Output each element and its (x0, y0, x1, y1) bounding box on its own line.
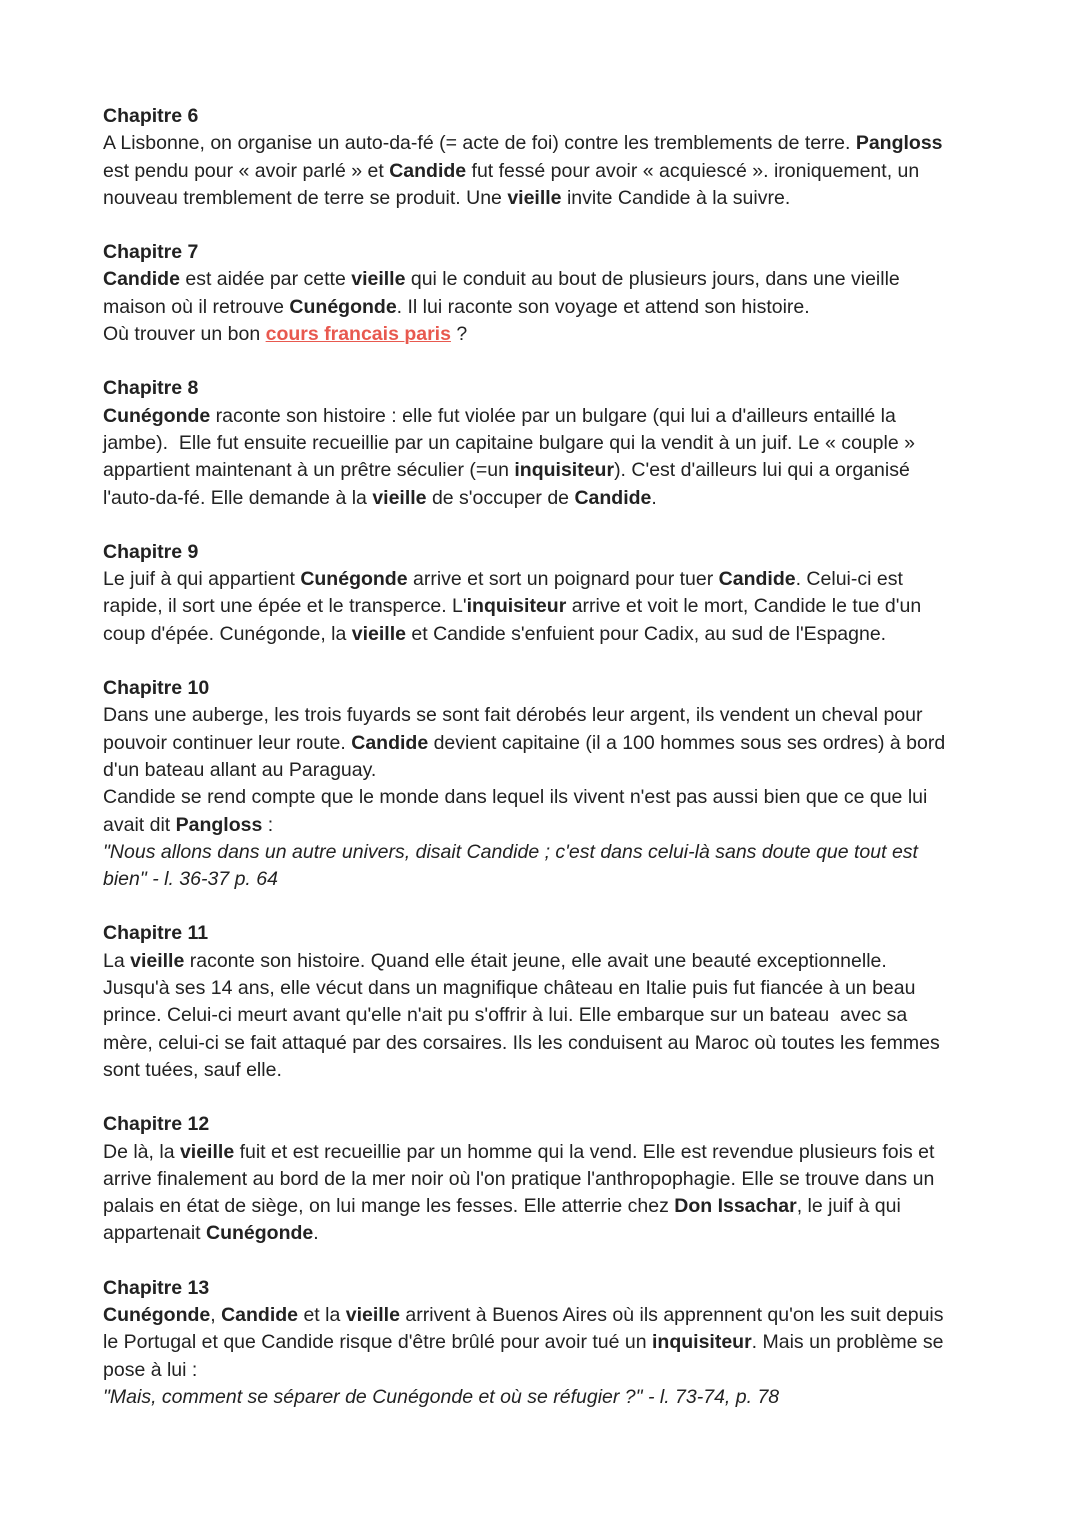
text-segment: l'auto-da-fé. Elle demande à la (103, 486, 373, 509)
bold-text: Candide (103, 268, 180, 291)
text-segment: La (103, 949, 131, 972)
text-segment: le Portugal et que Candide risque d'être brûlé pour avoir tué un (103, 1331, 652, 1354)
text-segment: Le juif à qui appartient (103, 568, 301, 591)
text-segment: pose à lui : (103, 1358, 198, 1381)
text-segment: raconte son histoire. Quand elle était jeune, elle avait une beauté exceptionnelle. (184, 949, 887, 972)
text-line (103, 784, 1003, 811)
text-segment: Où trouver un bon (103, 323, 266, 346)
bold-text: Cunégonde (206, 1222, 314, 1245)
chapter-title: Chapitre 11 (103, 922, 209, 945)
quote-text: "Mais, comment se séparer de Cunégonde et où se réfugier ?" - l. 73-74, p. 78 (103, 1385, 780, 1408)
text-line (103, 1057, 1003, 1084)
text-segment: invite Candide à la suivre. (561, 186, 791, 209)
document-page (103, 103, 1003, 1438)
text-segment: . Mais un problème se (751, 1331, 944, 1354)
text-segment: maison où il retrouve (103, 295, 290, 318)
text-line (103, 812, 1003, 839)
text-segment: coup d'épée. Cunégonde, la (103, 622, 352, 645)
text-segment: fuit et est recueillie par un homme qui la vend. Elle est revendue plusieurs fois et (234, 1140, 935, 1163)
text-line (103, 266, 1003, 293)
text-line (103, 948, 1003, 975)
bold-text: Cunégonde (289, 295, 397, 318)
bold-text: inquisiteur (652, 1331, 752, 1354)
bold-text: vieille (351, 268, 406, 291)
text-line (103, 702, 1003, 729)
text-line (103, 485, 1003, 512)
course-link[interactable]: cours francais paris (265, 323, 451, 346)
chapter-title: Chapitre 12 (103, 1113, 210, 1136)
chapter-section (103, 1111, 1003, 1247)
bold-text: Cunégonde (103, 1303, 211, 1326)
text-segment: qui le conduit au bout de plusieurs jours, dans une vieille (405, 268, 900, 291)
text-segment: palais en état de siège, on lui mange les fesses. Elle atterrie chez (103, 1195, 675, 1218)
text-segment: Candide se rend compte que le monde dans lequel ils vivent n'est pas aussi bien que ce que lui (103, 786, 928, 809)
text-segment: De là, la (103, 1140, 180, 1163)
chapter-section (103, 920, 1003, 1084)
text-segment: sont tuées, sauf elle. (103, 1058, 282, 1081)
text-segment: et la (298, 1303, 346, 1326)
bold-text: Pangloss (855, 132, 943, 155)
text-line (103, 1220, 1003, 1247)
text-segment: . (313, 1222, 319, 1245)
text-line (103, 1302, 1003, 1329)
text-segment: est pendu pour « avoir parlé » et (103, 159, 390, 182)
quote-text: "Nous allons dans un autre univers, disait Candide ; c'est dans celui-là sans doute que tout est (103, 840, 918, 863)
text-segment: , (210, 1303, 222, 1326)
text-segment: nouveau tremblement de terre se produit. Une (103, 186, 508, 209)
bold-text: Cunégonde (103, 404, 211, 427)
text-segment: , le juif à qui (796, 1195, 901, 1218)
text-segment: Dans une auberge, les trois fuyards se sont fait dérobés leur argent, ils vendent un cheval pour (103, 704, 923, 727)
text-segment: . Celui-ci est (795, 568, 903, 591)
text-segment: mère, celui-ci se fait attaqué par des corsaires. Ils les conduisent au Maroc où toutes les femmes (103, 1031, 940, 1054)
chapter-title: Chapitre 6 (103, 105, 199, 127)
bold-text: inquisiteur (466, 595, 567, 618)
chapter-title: Chapitre 9 (103, 540, 199, 563)
chapter-section (103, 103, 1003, 212)
text-segment: arrive finalement au bord de la mer noir où l'on pratique l'anthropophagie. Elle se trouve dans un (103, 1167, 935, 1190)
text-line (103, 321, 1003, 348)
text-line (103, 1193, 1003, 1220)
text-line (103, 457, 1003, 484)
text-line (103, 1002, 1003, 1029)
text-segment: . (651, 486, 657, 509)
quote-text: bien" - l. 36-37 p. 64 (103, 868, 278, 891)
text-line (103, 185, 1003, 212)
bold-text: Candide (389, 159, 467, 182)
text-segment: devient capitaine (il a 100 hommes sous ses ordres) à bord (428, 731, 946, 754)
bold-text: vieille (351, 622, 406, 645)
text-line (103, 593, 1003, 620)
chapter-title: Chapitre 8 (103, 377, 199, 400)
bold-text: Candide (574, 486, 652, 509)
text-line (103, 158, 1003, 185)
text-line (103, 1139, 1003, 1166)
text-segment: . Il lui raconte son voyage et attend son histoire. (396, 295, 810, 318)
chapter-section (103, 675, 1003, 893)
bold-text: vieille (179, 1140, 235, 1163)
text-line (103, 621, 1003, 648)
text-line (103, 566, 1003, 593)
bold-text: Cunégonde (300, 568, 408, 591)
text-line (103, 1166, 1003, 1193)
text-line (103, 403, 1003, 430)
text-line (103, 1329, 1003, 1356)
text-line (103, 757, 1003, 784)
text-line (103, 839, 1003, 866)
text-segment: arrivent à Buenos Aires où ils apprennent qu'on les suit depuis (399, 1303, 944, 1326)
bold-text: Candide (351, 731, 429, 754)
bold-text: vieille (507, 186, 562, 209)
text-segment: prince. Celui-ci meurt avant qu'elle n'ait pu s'offrir à lui. Elle embarque sur un bateau avec sa (103, 1004, 908, 1027)
text-segment: A Lisbonne, on organise un auto-da-fé (= acte de foi) contre les tremblements de terre. (103, 132, 856, 155)
text-segment: et Candide s'enfuient pour Cadix, au sud de l'Espagne. (405, 622, 887, 645)
bold-text: vieille (372, 486, 427, 509)
text-segment: : (262, 813, 274, 836)
text-line (103, 866, 1003, 893)
chapter-title: Chapitre 7 (103, 241, 199, 264)
text-segment: arrive et voit le mort, Candide le tue d'un (566, 595, 922, 618)
bold-text: vieille (345, 1303, 400, 1326)
text-segment: appartenait (103, 1222, 206, 1245)
text-line (103, 1030, 1003, 1057)
bold-text: Pangloss (175, 813, 263, 836)
bold-text: Candide (718, 568, 796, 591)
chapter-title: Chapitre 13 (103, 1276, 210, 1299)
bold-text: vieille (130, 949, 185, 972)
chapter-section (103, 539, 1003, 648)
text-line (103, 294, 1003, 321)
text-line (103, 730, 1003, 757)
text-line (103, 1357, 1003, 1384)
text-segment: est aidée par cette (179, 268, 352, 291)
text-segment: ). C'est d'ailleurs lui qui a organisé (614, 459, 910, 482)
text-segment: ? (450, 323, 468, 346)
text-segment: avait dit (103, 813, 176, 836)
text-segment: pouvoir continuer leur route. (103, 731, 352, 754)
chapter-section (103, 239, 1003, 348)
text-segment: arrive et sort un poignard pour tuer (407, 568, 719, 591)
text-segment: jambe). Elle fut ensuite recueillie par un capitaine bulgare qui la vendit à un juif. Le « couple » (103, 431, 915, 454)
text-segment: fut fessé pour avoir « acquiescé ». ironiquement, un (466, 159, 920, 182)
text-line (103, 430, 1003, 457)
chapter-section (103, 1275, 1003, 1411)
bold-text: inquisiteur (514, 459, 615, 482)
bold-text: Candide (221, 1303, 299, 1326)
text-segment: de s'occuper de (426, 486, 575, 509)
chapter-section (103, 375, 1003, 511)
text-segment: raconte son histoire : elle fut violée par un bulgare (qui lui a d'ailleurs entaillé la (210, 404, 896, 427)
text-segment: appartient maintenant à un prêtre séculier (=un (103, 459, 515, 482)
chapter-title: Chapitre 10 (103, 677, 210, 700)
text-segment: d'un bateau allant au Paraguay. (103, 758, 377, 781)
bold-text: Don Issachar (674, 1195, 797, 1218)
text-segment: rapide, il sort une épée et le transperce. L' (103, 595, 467, 618)
text-line (103, 975, 1003, 1002)
text-segment: Jusqu'à ses 14 ans, elle vécut dans un magnifique château en Italie puis fut fiancée à un beau (103, 977, 916, 1000)
text-line (103, 1384, 1003, 1411)
text-line (103, 130, 1003, 157)
